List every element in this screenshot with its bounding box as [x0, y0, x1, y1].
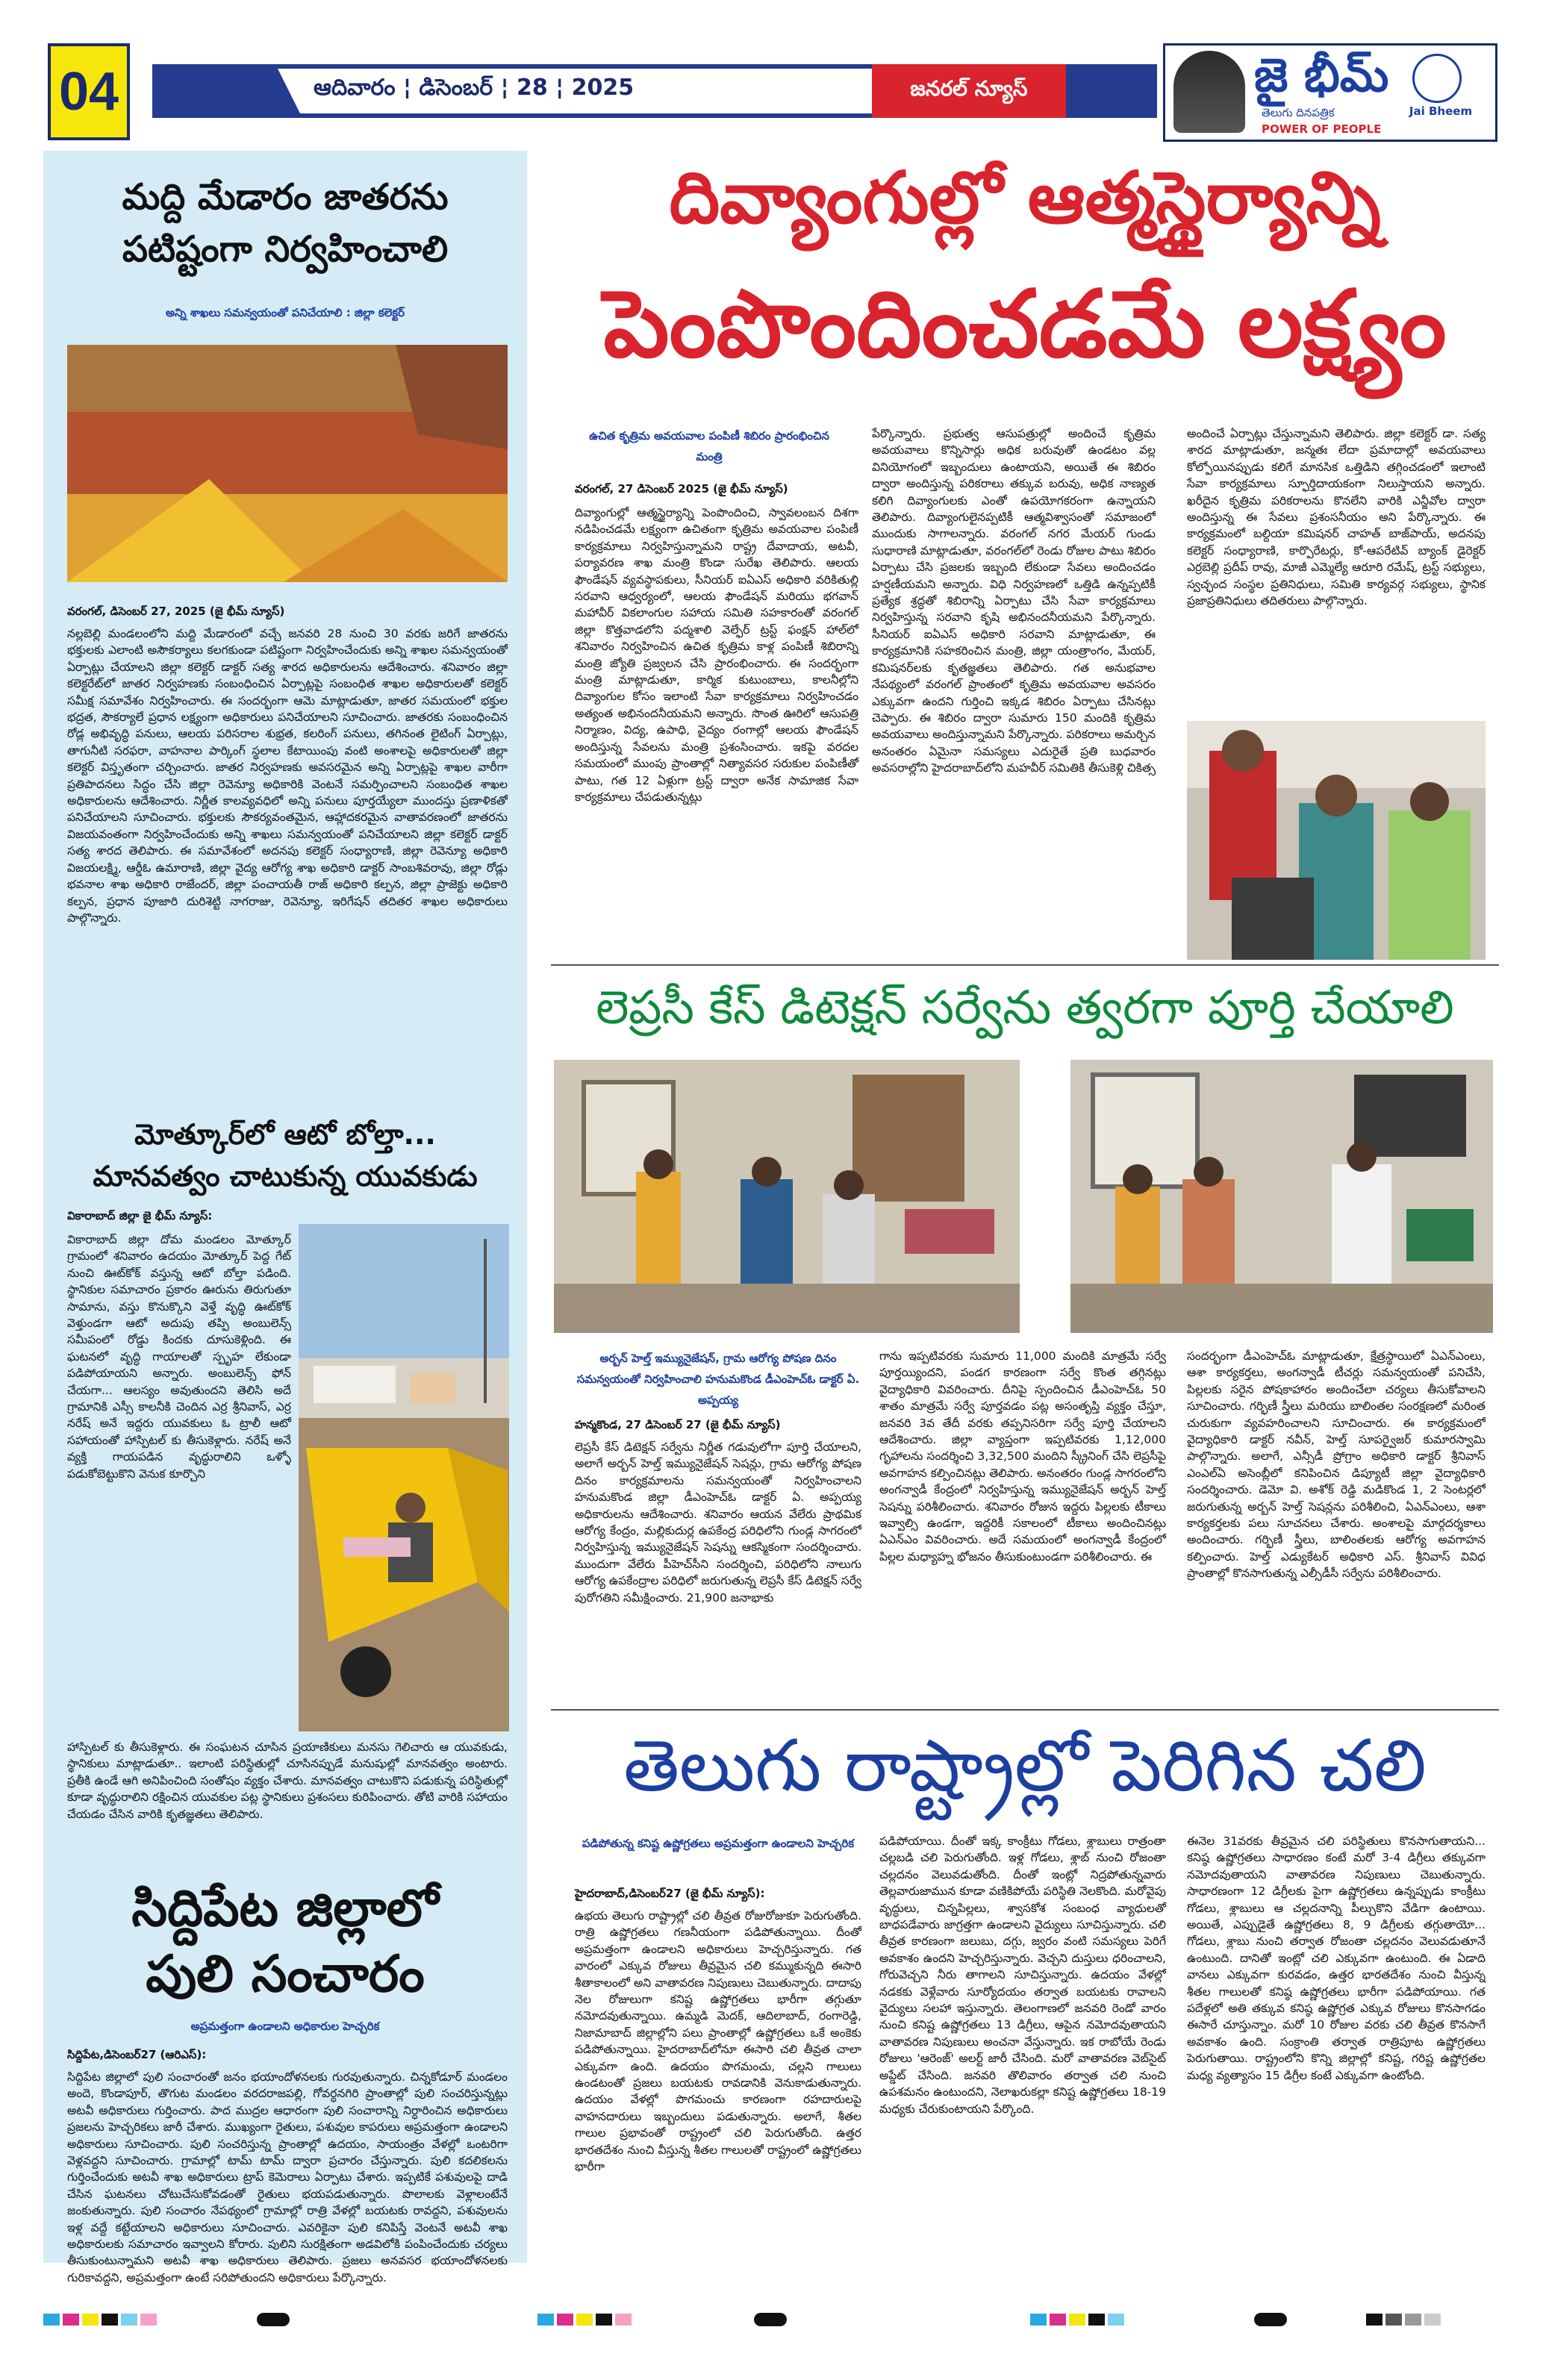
- story1-dateline: వరంగల్, డిసెంబర్ 27, 2025 (జై భీమ్ న్యూస్): [67, 605, 285, 618]
- masthead-portrait-image: [1173, 51, 1245, 133]
- story2-body-top: వికారాబాద్ జిల్లా దోమ మండలం మోత్కూర్ గ్రామంలో శనివారం ఉదయం మోత్కూర్ పెద్ద గేట్ నుంచి ఊట్‌కోక్ వస్తున్న ఆటో బోల్తా పడింది. స్థానికుల సమాచారం ప్రకారం ఊరును తిరుగుతూ సామాను, వస్తు కొనుక్కొని వెళ్తే వృద్ధి ఊట్‌కోక్ వెళ్తుండగా ఆటో అదుపు తప్పి అంబులెన్స్ సమీపంలో రోడ్డు కిందకు దూసుకెళ్లింది. ఈ ఘటనలో వృద్ధి గాయాలతో స్పృహ లేకుండా పడిపోయాయని అన్నారు. అంబులెన్స్ ఫోన్ చేయగా... ఆలస్యం అవుతుందని తెలిసి అదే గ్రామానికి ఎస్సీ కాలనీకి చెందిన ఎర్ర శ్రీనివాస్, ఎర్ర నరేష్ అనే ఇద్దరు యువకులు ఓ ట్రాలీ ఆటో సహాయంతో హాస్పిటల్ కు తీసుకెళ్లారు. నరేష్ అనే వ్యక్తి గాయపడిన వృద్ధురాలిని ఒళ్ళో పడుకోబెట్టుకొని వెనుక కూర్చొని: [67, 1233, 291, 1481]
- story1-subheadline: అన్ని శాఖలు సమన్వయంతో పనిచేయాలి : జిల్లా కలెక్టర్: [165, 306, 405, 319]
- cold-headline: తెలుగు రాష్ట్రాల్లో పెరిగిన చలి: [623, 1724, 1427, 1808]
- masthead-seal-icon: [1412, 54, 1462, 103]
- section-label: జనరల్ న్యూస్: [872, 64, 1066, 118]
- story3-subheadline: అప్రమత్తంగా ఉండాలని అధికారుల హెచ్చరిక: [190, 2020, 380, 2033]
- issue-date: ఆదివారం ¦ డిసెంబర్ ¦ 28 ¦ 2025: [314, 75, 635, 101]
- color-registration-strip-center: [537, 2314, 687, 2327]
- main-body-col1: దివ్యాంగుల్లో ఆత్మస్థైర్యాన్ని పెంపొందించి, స్వావలంబన దిశగా నడిపించడమే లక్ష్యంగా ఉచితంగా కృత్రిమ అవయవాల పంపిణీ కార్యక్రమాలు నిర్వహిస్తున్నామని రాష్ట్ర దేవాదాయ, అటవీ, పర్యావరణ శాఖ మంత్రి కొండా సురేఖ తెలిపారు. ఆలయ ఫౌండేషన్ వ్యవస్థాపకులు, సీనియర్ ఐఏఎస్ అధికారి వరికితుల్లి సరవాని ఆధ్వర్యంలో, ఆలయ ఫౌండేషన్ మరియు భగవాన్ మహావీర్ వికలాంగుల సహాయ సమితి సహకారంతో వరంగల్ జిల్లా కొత్తవాడలోని పద్మశాలి వెల్ఫేర్ ట్రస్ట్ ఫంక్షన్ హాల్‌లో శనివారం నిర్వహించిన ఉచిత కృత్రిమ కాళ్ల పంపిణీ శిబిరాన్ని మంత్రి జ్యోతి ప్రజ్వలన చేసి ప్రారంభించారు. ఈ సందర్భంగా మంత్రి మాట్లాడుతూ, కార్మిక కుటుంబాలు, కాలనీల్లోని దివ్యాంగుల కోసం ఇలాంటి సేవా కార్యక్రమాలు నిర్వహించడం అత్యంత అభినందనీయమని అన్నారు. సొంత ఊరిలో ఆసుపత్రి నిర్మాణం, విద్య, ఉపాధి, వైద్యం రంగాల్లో ఆలయ ఫౌండేషన్ అందిస్తున్న సేవలను మంత్రి ప్రశంసించారు. ఇకపై వరదల సమయంలో ముంపు ప్రాంతాల్లో నిత్యావసర సరుకుల పంపిణీతో పాటు, గత 12 ఏళ్లుగా ట్రస్ట్ ద్వారా అనేక సామాజిక సేవా కార్యక్రమాలు చేపడుతున్నట్లు: [575, 506, 858, 804]
- leprosy-headline: లెప్రసీ కేస్ డిటెక్షన్ సర్వేను త్వరగా పూర్తి చేయాలి: [596, 980, 1454, 1034]
- story2-headline-line1: మోత్కూర్‌లో ఆటో బోల్తా...: [134, 1118, 436, 1151]
- leprosy-body-col3: సందర్భంగా డీఎంహెచ్‌ఓ మాట్లాడుతూ, క్షేత్రస్థాయిలో ఏఎన్‌ఎంలు, ఆశా కార్యకర్తలు, అంగన్వాడీ టీచర్లు సమన్వయంతో పనిచేసి, పిల్లలకు సరైన పోషకాహారం అందించేలా చర్యలు తీసుకోవాలని సూచించారు. గర్భిణీ స్త్రీలు మరియు బాలింతల సంరక్షణలో మరింత చురుకుగా వ్యవహరించాలని సూచించారు. ఈ కార్యక్రమంలో వైద్యాధికారి డాక్టర్ నవీన్, హెల్త్ సూపర్వైజర్ కుమారస్వామి పాల్గొన్నారు. అలాగే, ఎన్సీడీ ప్రోగ్రాం అధికారి డాక్టర్ శ్రీనివాస్ ఎంఎల్ఏ అసెంబ్లీలో కనిపించిన డిప్యూటీ జిల్లా వైద్యాధికారి సందర్శించారు. డెమో వి. అశోక్ రెడ్డి మడికొండ 1, 2 సెంటర్లలో జరుగుతున్న అర్బన్ హెల్త్ సెషన్లను పరిశీలించి, ఏఎన్‌ఎంలు, ఆశా కార్యకర్తలకు పలు సూచనలు చేశారు. అంశాలపై మార్గదర్శకాలు అందించారు. గర్భిణీ స్త్రీలు, బాలింతలకు ఆరోగ్య అవగాహన కల్పించారు. హెల్త్ ఎడ్యుకేటర్ అధికారి ఎస్. శ్రీనివాస్ వివిధ ప్రాంతాల్లో కొనసాగుతున్న ఎల్సీడీసీ సర్వేను పరిశీలించారు.: [1187, 1349, 1486, 1581]
- divider-2: [551, 1709, 1499, 1711]
- registration-oval-2: [754, 2313, 787, 2326]
- leprosy-dateline: హన్మకొండ, 27 డిసెంబర్ 27 (జై భీమ్ న్యూస్): [575, 1418, 781, 1431]
- story3-body: సిద్దిపేట జిల్లాలో పులి సంచారంతో జనం భయాందోళనలకు గురవుతున్నారు. చిన్నకోడూర్ మండలం అందె, కొండాపూర్, తొగుట మండలం వరదరాజపల్లి, గోవర్ధనగిరి ప్రాంతాల్లో పులి సంచరిస్తున్నట్లు అటవీ అధికారులు గుర్తించారు. పాద ముద్రల ఆధారంగా పులి సంచారాన్ని నిర్ధారించిన అధికారులు ప్రజలను హెచ్చరికలు జారీ చేశారు. ముఖ్యంగా రైతులు, పశువుల కాపరులు అప్రమత్తంగా ఉండాలని అధికారులు సూచించారు. పులి సంచరిస్తున్న ప్రాంతాల్లో ఉదయం, సాయంత్రం వేళల్లో ఒంటరిగా వెళ్లవద్దని సూచించారు. గ్రామాల్లో టామ్ టామ్ ద్వారా ప్రచారం చేస్తున్నారు. పులి కదలికలను గుర్తించేందుకు అటవీ శాఖ అధికారులు ట్రాప్ కెమెరాలు ఏర్పాటు చేశారు. ఇప్పటికే పశువులపై దాడి చేసిన ఘటనలు చోటుచేసుకోవడంతో రైతులు భయపడుతున్నారు. పొలాలకు వెళ్లాలంటేనే జంకుతున్నారు. పులి సంచారం నేపథ్యంలో గ్రామాల్లో రాత్రి వేళల్లో బయటకు రావద్దని, పశువులను ఇళ్ల వద్దే కట్టేయాలని అధికారులు సూచించారు. ఎవరికైనా పులి కనిపిస్తే వెంటనే అటవీ శాఖ అధికారులకు సమాచారం ఇవ్వాలని కోరారు. పులిని సురక్షితంగా అడవిలోకి పంపించేందుకు చర్యలు తీసుకుంటున్నామని అటవీ శాఖ అధికారులు తెలిపారు. ప్రజలు అనవసర భయాందోళనలకు గురికావద్దని, అప్రమత్తంగా ఉంటే సరిపోతుందని అధికారులు పేర్కొన్నారు.: [67, 2070, 508, 2284]
- color-registration-strip-left: [43, 2314, 193, 2327]
- leprosy-body-col2: గాను ఇప్పటివరకు సుమారు 11,000 మందికి మాత్రమే సర్వే పూర్తయ్యిందని, పండగ కారణంగా సర్వే కొంత తగ్గినట్లు వైద్యాధికారి వివరించారు. దీనిపై స్పందించిన డీఎంహెచ్‌ఓ 50 శాతం మాత్రమే సర్వే పూర్తవడం పట్ల అసంతృప్తి వ్యక్తం చేస్తూ, జనవరి 3వ తేదీ వరకు తప్పనిసరిగా సర్వే పూర్తి చేయాలని ఆదేశించారు. జిల్లా వ్యాప్తంగా ఇప్పటివరకు 1,12,000 గృహాలను సందర్శించి 3,32,500 మందిని స్క్రీనింగ్ చేసి లెప్రసీపై అవగాహన కల్పించినట్లు తెలిపారు. అనంతరం గుండ్ల సాగరంలోని అంగన్వాడీ కేంద్రంలో నిర్వహిస్తున్న ఇమ్యునైజేషన్ అర్బన్ హెల్త్ సెషన్ను పరిశీలించారు. శనివారం రోజున ఇద్దరు పిల్లలకు టీకాలు ఇవ్వాల్సి ఉండగా, ఇద్దరికీ సకాలంలో టీకాలు అందించినట్లు ఏఎన్‌ఎం వివరించారు. అదే సమయంలో అంగన్వాడీ కేంద్రంలో పిల్లల మధ్యాహ్న భోజనం తీసుకుంటుండగా పరిశీలించారు. ఈ: [879, 1349, 1166, 1564]
- main-headline-line2: పెంపొందించడమే లక్ష్యం: [603, 271, 1447, 378]
- leprosy-subheadline: అర్బన్ హెల్త్ ఇమ్యునైజేషన్, గ్రామ ఆరోగ్య పోషణ దినం సమన్వయంతో నిర్వహించాలి హనుమకొండ డీఎంహెచ్‌ఓ డాక్టర్ ఏ. అప్పయ్య: [576, 1352, 860, 1407]
- leprosy-body-col1: లెప్రసీ కేస్ డిటెక్షన్ సర్వేను నిర్ణీత గడువులోగా పూర్తి చేయాలని, అలాగే అర్బన్ హెల్త్ ఇమ్యునైజేషన్ సెషన్లు, గ్రామ ఆరోగ్య పోషణ దినం కార్యక్రమాలను సమన్వయంతో నిర్వహించాలని హనుమకొండ జిల్లా డీఎంహెచ్‌ఓ డాక్టర్ ఏ. అప్పయ్య అధికారులను ఆదేశించారు. శనివారం ఆయన వేలేరు ప్రాథమిక ఆరోగ్య కేంద్రం, మల్లికుదుర్ల ఉపకేంద్ర పరిధిలోని గుండ్ల సాగరంలో నిర్వహిస్తున్న ఇమ్యునైజేషన్ సెషన్ను ఆకస్మికంగా సందర్శించారు. ముందుగా వేలేరు పీహెచ్‌సీని సందర్శించి, పరిధిలోని నాలుగు ఆరోగ్య ఉపకేంద్రాల పరిధిలో జరుగుతున్న లెప్రసీ కేస్ డిటెక్షన్ సర్వే పురోగతిని సమీక్షించారు. 21,900 జనాభాకు: [575, 1440, 861, 1605]
- story1-headline-line1: మద్ది మేడారం జాతరను: [122, 176, 449, 218]
- story3-dateline: సిద్దిపేట,డిసెంబర్27 (ఆరిఎస్):: [67, 2048, 207, 2061]
- masthead-title: జై భీమ్: [1254, 48, 1389, 102]
- main-dateline: వరంగల్, 27 డిసెంబర్ 2025 (జై భీమ్ న్యూస్): [575, 482, 788, 496]
- cold-body-col2: పడిపోయాయి. దీంతో ఇక్క కాంక్రీటు గోడలు, శ్లాబులు రాత్రంతా చల్లబడి చలి పెరుగుతోంది. ఇళ్ల గోడలు, శ్లాబ్ నుంచి రోజంతా చల్లదనం వెలువడుతోంది. దీంతో ఇంట్లో నిద్రపోతున్నవారు తెల్లవారుజామున కూడా వణికిపోయే పరిస్థితి నెలకొంది. మరోవైపు వృద్ధులు, చిన్నపిల్లలు, శ్వాసకోశ సంబంధ వ్యాధులతో బాధపడేవారు జాగ్రత్తగా ఉండాలని వైద్యులు సూచిస్తున్నారు. చలి తీవ్రత కారణంగా జలుబు, దగ్గు, జ్వరం వంటి సమస్యలు పెరిగే అవకాశం ఉందని హెచ్చరిస్తున్నారు. వెచ్చని దుస్తులు ధరించాలని, గోరువెచ్చని నీరు తాగాలని సూచిస్తున్నారు. ఉదయం వేళల్లో నడకకు వెళ్లేవారు సూర్యోదయం తర్వాత బయటకు రావాలని వైద్యులు సలహా ఇస్తున్నారు. తెలంగాణలో జనవరి రెండో వారం నుంచి కనిష్ట ఉష్ణోగ్రతలు 13 డిగ్రీలు, ఆపైన నమోదవుతాయని వాతావరణ నిపుణులు అంచనా వేస్తున్నారు. ఇక రాబోయే రెండు రోజులు 'ఆరెంజ్' అలర్ట్ జారీ చేసింది. మరో వాతావరణ వెబ్‌సైట్ అప్డేట్ చేసింది. జనవరి తొలివారం తర్వాత చలి నుంచి ఉపశమనం ఉంటుందని, నెలాఖరుకల్లా కనిష్ట ఉష్ణోగ్రతలు 18-19 మధ్యకు చేరుకుంటాయని పేర్కొంది.: [879, 1834, 1166, 2116]
- cold-subheadline: పడిపోతున్న కనిష్ట ఉష్ణోగ్రతలు అప్రమత్తంగా ఉండాలని హెచ్చరిక: [582, 1837, 855, 1850]
- story1-body: నల్లబెల్లి మండలంలోని మద్ది మేడారంలో వచ్చే జనవరి 28 నుంచి 30 వరకు జరిగే జాతరను భక్తులకు ఎలాంటి అసౌకర్యాలు కలగకుండా పటిష్టంగా నిర్వహించేందుకు అన్ని శాఖల సమన్వయంతో ఏర్పాట్లు చేయాలని జిల్లా కలెక్టర్ డాక్టర్ సత్య శారద అధికారులను ఆదేశించారు. శనివారం జిల్లా కలెక్టరేట్‌లో జాతర నిర్వహణకు సంబంధించిన ఏర్పాట్లపై సంబంధిత శాఖల అధికారులతో కలెక్టర్ సమీక్ష సమావేశం నిర్వహించారు. ఈ సందర్భంగా ఆమె మాట్లాడుతూ, జాతర సమయంలో భక్తుల భద్రత, సౌకర్యాలే ప్రధాన లక్ష్యంగా అధికారులు పనిచేయాలని సూచించారు. జాతరకు సంబంధించిన రోడ్ల అభివృద్ధి పనులు, ఆలయ పరిసరాల శుభ్రత, కలరింగ్ పనులు, తగినంత లైటింగ్ ఏర్పాట్లు, తాగునీటి సరఫరా, వాహనాల పార్కింగ్ స్థలాల కేటాయింపు వంటి అంశాలపై అధికారులతో జిల్లా కలెక్టర్ విస్తృతంగా చర్చించారు. జాతర నిర్వహణకు అవసరమైన అన్ని ఏర్పాట్లపై శాఖల వారీగా ప్రతిపాదనలు సిద్ధం చేసి జిల్లా రెవెన్యూ అధికారికి వెంటనే సమర్పించాలని సంబంధిత శాఖల అధికారులను ఆదేశించారు. నిర్ణీత కాలవ్యవధిలో అన్ని పనులు పూర్తయ్యేలా ముందస్తు ప్రణాళికతో పనిచేయాలని సూచించారు. భక్తులకు సౌకర్యవంతమైన, ఆహ్లాదకరమైన వాతావరణంలో జాతరను విజయవంతంగా నిర్వహించేందుకు అన్ని శాఖలు సమన్వయంతో పనిచేయాలని జిల్లా కలెక్టర్ డాక్టర్ సత్య శారద తెలిపారు. ఈ సమావేశంలో అదనపు కలెక్టర్ సంధ్యారాణి, జిల్లా రెవెన్యూ అధికారి విజయలక్ష్మి, ఆర్డీఓ ఉమారాణి, జిల్లా వైద్య ఆరోగ్య శాఖ అధికారి డాక్టర్ సాంబశివరావు, జిల్లా రోడ్లు భవనాల శాఖ అధికారి రాజేందర్, జిల్లా పంచాయతీ రాజ్ అధికారి కల్పన, జిల్లా ప్రాజెక్టు అధికారి కల్పన, ప్రధాన పూజారి దురిశెట్టి నాగరాజు, రెవెన్యూ, ఇరిగేషన్ తదితర శాఖల అధికారులు పాల్గొన్నారు.: [67, 627, 508, 925]
- story2-dateline: వికారాబాద్ జిల్లా జై భీమ్ న్యూస్:: [67, 1209, 213, 1222]
- cold-body-col1: ఉభయ తెలుగు రాష్ట్రాల్లో చలి తీవ్రత రోజురోజుకూ పెరుగుతోంది. రాత్రి ఉష్ణోగ్రతలు గణనీయంగా పడిపోతున్నాయి. దీంతో అప్రమత్తంగా ఉండాలని అధికారులు హెచ్చరిస్తున్నారు. గత వారంలో ఎక్కువ రోజులు తీవ్రమైన చలి కమ్ముకున్నది ఈసారి శీతాకాలంలో అని వాతావరణ నిపుణులు చెబుతున్నారు. దాదాపు నెల రోజులుగా కనిష్ట ఉష్ణోగ్రతలు భారీగా తగ్గుతూ నమోదవుతున్నాయి. ఉమ్మడి మెదక్, ఆదిలాబాద్, రంగారెడ్డి, నిజామాబాద్ జిల్లాల్లోని పలు ప్రాంతాల్లో ఉష్ణోగ్రతలు ఒకే అంకెకు పడిపోతున్నాయి. హైదరాబాద్‌లోనూ ఈసారి చలి తీవ్రత చాలా ఎక్కువగా ఉంది. ఉదయం పొగమంచు, చల్లని గాలులు ఉండటంతో ప్రజలు బయటకు రావడానికి వెనుకాడుతున్నారు. ఉదయం వేళల్లో పొగమంచు కారణంగా రహదారులపై వాహనదారులు ఇబ్బందులు పడుతున్నారు. అలాగే, శీతల గాలుల ప్రభావంతో రాష్ట్రంలో చలి పెరుగుతోంది. ఉత్తర భారతదేశం నుంచి వీస్తున్న శీతల గాలులతో రాష్ట్రంలో ఉష్ణోగ్రతలు భారీగా: [575, 1909, 861, 2174]
- story2-headline-line2: మానవత్వం చాటుకున్న యువకుడు: [93, 1160, 478, 1193]
- story3-headline-line2: పులి సంచారం: [146, 1945, 425, 2004]
- page-number: 04: [48, 43, 130, 140]
- cold-dateline: హైదరాబాద్,డిసెంబర్27 (జై భీమ్ న్యూస్):: [575, 1887, 765, 1900]
- main-body-col3: అందించే ఏర్పాట్లు చేస్తున్నామని తెలిపారు. జిల్లా కలెక్టర్ డా. సత్య శారద మాట్లాడుతూ, జన్మతః లేదా ప్రమాదాల్లో అవయవాలు కోల్పోయినప్పుడు కలిగే మానసిక ఒత్తిడిని తగ్గించడంలో ఇలాంటి సేవా కార్యక్రమాలు స్ఫూర్తిదాయకంగా నిలుస్తాయని అన్నారు. ఖరీదైన కృత్రిమ పరికరాలను కొనలేని వారికి ఎన్జీవోల ద్వారా అందిస్తున్న ఈ సేవలు ప్రశంసనీయం అని పేర్కొన్నారు. ఈ కార్యక్రమంలో బల్దియా కమిషనర్ చాహత్ బాజ్‌పాయ్, అదనపు కలెక్టర్ సంధ్యారాణి, కార్పొరేటర్లు, కో-ఆపరేటివ్ బ్యాంక్ డైరెక్టర్ ఎర్రబెల్లి ప్రదీప్ రావు, మాజీ ఎమ్మెల్యే ఆరూరి రమేష్, ట్రస్ట్ సభ్యులు, స్వచ్ఛంద సంస్థల ప్రతినిధులు, సమితి కార్యవర్గ సభ్యులు, స్థానిక ప్రజాప్రతినిధులు తదితరులు పాల్గొన్నారు.: [1187, 427, 1486, 608]
- story3-headline-line1: సిద్దిపేట జిల్లాలో: [131, 1879, 439, 1938]
- main-subheadline: ఉచిత కృత్రిమ అవయవాల పంపిణీ శిబిరం ప్రారంభించిన మంత్రి: [589, 429, 829, 463]
- health-center-photo-right: [1070, 1060, 1493, 1333]
- auto-accident-photo: [299, 1224, 509, 1731]
- minister-event-photo: [1187, 721, 1486, 960]
- masthead-logo-text: Jai Bheem: [1409, 104, 1473, 118]
- main-body-col2: పేర్కొన్నారు. ప్రభుత్వ ఆసుపత్రుల్లో అందించే కృత్రిమ అవయవాలు కొన్నిసార్లు అధిక బరువుతో ఉండటం వల్ల వినియోగంలో ఇబ్బందులు ఉంటాయని, అయితే ఈ శిబిరం ద్వారా అందిస్తున్న పరికరాలు తక్కువ బరువు, అధిక నాణ్యత కలిగి దివ్యాంగులకు ఎంతో ఉపయోగకరంగా ఉన్నాయని తెలిపారు. దివ్యాంగులైనప్పటికీ ఆత్మవిశ్వాసంతో సమాజంలో ముందుకు సాగాలన్నారు. వరంగల్ నగర మేయర్ గుండు సుధారాణి మాట్లాడుతూ, వరంగల్‌లో రెండు రోజుల పాటు శిబిరం ఏర్పాటు చేసి ప్రజలకు ఇబ్బంది లేకుండా సేవలు అందించడం హర్షణీయమని అన్నారు. విధి నిర్వహణలో ఒత్తిడి ఉన్నప్పటికీ ప్రత్యేక శ్రద్ధతో శిబిరాన్ని ఏర్పాటు చేసి సేవా కార్యక్రమాలు నిర్వహిస్తున్న సరవాని కృషి అభినందనీయమని పేర్కొన్నారు. సీనియర్ ఐఏఎస్ అధికారి సరవాని మాట్లాడుతూ, ఈ కార్యక్రమానికి సహకరించిన మంత్రి, జిల్లా యంత్రాంగం, మేయర్, కమిషనర్‌లకు కృతజ్ఞతలు తెలిపారు. గత అనుభవాల నేపథ్యంలో వరంగల్ ప్రాంతంలో కృత్రిమ అవయవాల అవసరం ఎక్కువగా ఉందని గుర్తించి ఇక్కడ శిబిరం ఏర్పాటు చేసినట్లు చెప్పారు. ఈ శిబిరం ద్వారా సుమారు 150 మందికి కృత్రిమ అవయవాలు అందిస్తున్నామని పేర్కొన్నారు. పరికరాలు అమర్చిన అనంతరం ఏమైనా సమస్యలు ఎదురైతే ప్రతి బుధవారం అవసరాల్లోని హైదరాబాద్‌లోని మహవీర్ సమితికి తీసుకెళ్లి చికిత్స: [872, 427, 1156, 775]
- cold-body-col3: ఈనెల 31వరకు తీవ్రమైన చలి పరిస్థితులు కొనసాగుతాయని... కనిష్ఠ ఉష్ణోగ్రతలు సాధారణం కంటే మరో 3-4 డిగ్రీలు తక్కువగా నమోదవుతాయని వాతావరణ నిపుణులు చెబుతున్నారు. సాధారణంగా 12 డిగ్రీలకు పైగా ఉష్ణోగ్రతలు ఉన్నప్పుడు కాంక్రీటు గోడలు, శ్లాబులు ఆ చల్లదనాన్ని పీల్చుకొని వేడిగా ఉంటాయి. అయితే, ఎప్పుడైతే ఉష్ణోగ్రతలు 8, 9 డిగ్రీలకు తగ్గుతాయో... గోడలు, శ్లాబు నుంచి తర్వాత రోజంతా చల్లదనం వెలువడుతూనే ఉంటుంది. దానితో ఇంట్లో చలి ఎక్కువగా ఉంటుంది. ఈ ఏడాది వానలు ఎక్కువగా కురవడం, ఉత్తర భారతదేశం నుంచి వీస్తున్న శీతల గాలులతో కనిష్ఠ ఉష్ణోగ్రతలు భారీగా పడిపోయాయి. గత పదేళ్లలో అతి తక్కువ కనిష్ఠ ఉష్ణోగ్రత ఎక్కువ రోజులు కొనసాగడం ఈసారే చూస్తున్నాం. మరో 10 రోజుల వరకు చలి తీవ్రత కొనసాగే అవకాశం ఉంది. సంక్రాంతి తర్వాత రాత్రిపూట ఉష్ణోగ్రతలు పెరుగుతాయి. రాష్ట్రంలోని కొన్ని జిల్లాల్లో కనిష్ట, గరిష్ట ఉష్ణోగ్రతల మధ్య వ్యత్యాసం 15 డిగ్రీల కంటే ఎక్కువగా ఉంటోంది.: [1187, 1834, 1486, 2082]
- masthead-tagline: తెలుగు దినపత్రిక: [1262, 106, 1335, 119]
- story1-headline-line2: పటిష్టంగా నిర్వహించాలి: [122, 228, 449, 270]
- color-registration-strip-far-right: [1366, 2314, 1500, 2327]
- health-center-photo-left: [554, 1060, 1020, 1333]
- divider-1: [551, 964, 1499, 966]
- registration-oval-1: [257, 2313, 290, 2326]
- story2-body-bottom: హాస్పిటల్ కు తీసుకెళ్లారు. ఈ సంఘటన చూసిన ప్రయాణికులు మనసు గెలిచారు ఆ యువకుడు, స్థానికులు మాట్లాడుతూ.. ఇలాంటి పరిస్థితుల్లో చూసినప్పుడే మనుషుల్లో మానవత్వం అంటారు. ప్రతీకి ఉండే ఆగి అనిపించింది సంతోషం వ్యక్తం చేశారు. మానవత్వం చాటుకొని పడుకున్న పరిస్థితుల్లో కూడా వృద్ధురాలిని రక్షించిన యువకుల పట్ల స్థానికులు ప్రశంసలు కురిపించారు. తోటి వారికి సహాయం చేయడం చేసిన వారికి కృతజ్ఞతలు తెలిపారు.: [67, 1740, 508, 1821]
- registration-oval-3: [1254, 2313, 1287, 2326]
- jathara-crowd-photo: [67, 345, 508, 582]
- main-headline-line1: దివ్యాంగుల్లో ఆత్మస్థైర్యాన్ని: [669, 156, 1381, 240]
- masthead-english: POWER OF PEOPLE: [1262, 122, 1382, 136]
- color-registration-strip-right: [1030, 2314, 1179, 2327]
